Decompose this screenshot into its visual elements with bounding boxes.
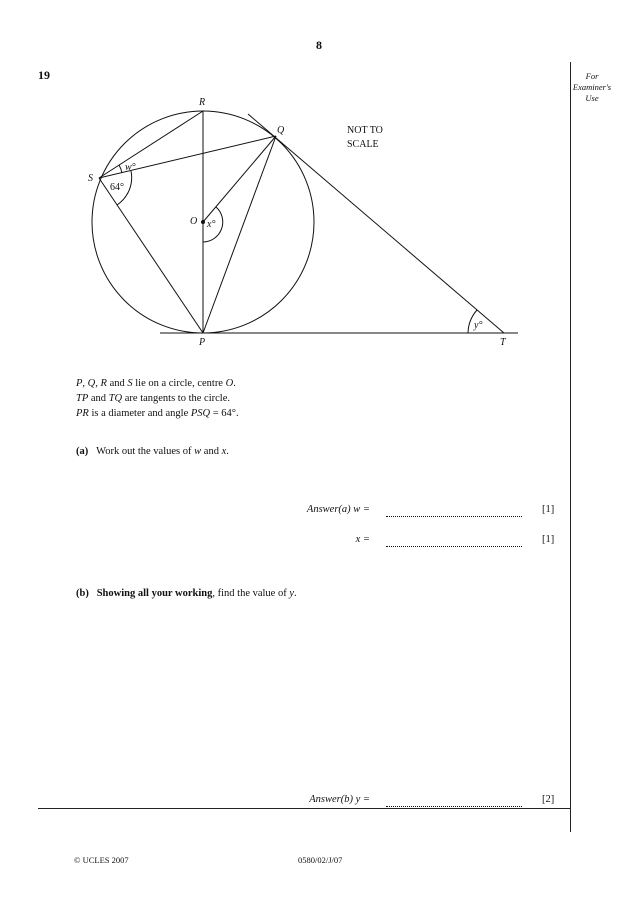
answer-a-w-row [0, 504, 638, 520]
label-r: R [199, 97, 206, 108]
examiner-line-3: Use [585, 93, 599, 103]
footer-paper-code: 0580/02/J/07 [298, 855, 343, 865]
answer-b-field[interactable] [386, 806, 522, 807]
label-s: S [88, 173, 93, 184]
mark-a-x: [1] [542, 534, 555, 545]
answer-a-w-label: Answer(a) w = [306, 504, 370, 515]
mark-b: [2] [542, 794, 555, 805]
label-64-degrees: 64° [110, 182, 124, 193]
answer-a-x-label: x = [355, 534, 370, 545]
part-a-label: (a) [76, 446, 89, 457]
statement-1: P, Q, R and S lie on a circle, centre O. [76, 378, 236, 389]
label-y: y° [474, 320, 483, 331]
examiner-line-2: Examiner's [572, 82, 612, 92]
circle-geometry-diagram [0, 0, 638, 360]
answer-b-label: Answer(b) y = [309, 794, 370, 805]
footer-copyright: © UCLES 2007 [74, 855, 129, 865]
label-p: P [199, 337, 206, 348]
chord-pq [203, 136, 276, 333]
label-w: w° [125, 162, 136, 173]
radius-oq [203, 136, 276, 222]
label-q: Q [277, 125, 285, 136]
statement-3: PR is a diameter and angle PSQ = 64°. [76, 408, 239, 419]
angle-arc-w [119, 165, 122, 173]
question-number: 19 [38, 68, 50, 82]
part-b-question: (b) Showing all your working, find the value of y. [76, 588, 297, 599]
examiner-line-1: For [585, 71, 599, 81]
bottom-rule [38, 808, 570, 809]
centre-point [201, 220, 205, 224]
label-t: T [500, 337, 506, 348]
part-b-label: (b) [76, 588, 89, 599]
not-to-scale-line-1: NOT TO [347, 125, 383, 136]
part-a-question: (a) Work out the values of w and x. [76, 446, 229, 457]
label-x: x° [207, 219, 216, 230]
not-to-scale-line-2: SCALE [347, 139, 379, 150]
answer-a-x-field[interactable] [386, 546, 522, 547]
answer-a-x-row [0, 534, 638, 550]
statement-2: TP and TQ are tangents to the circle. [76, 393, 230, 404]
label-o: O [190, 216, 198, 227]
page-number: 8 [316, 38, 322, 52]
answer-a-w-field[interactable] [386, 516, 522, 517]
mark-a-w: [1] [542, 504, 555, 515]
chord-sr [99, 111, 203, 178]
chord-sp [99, 178, 203, 333]
